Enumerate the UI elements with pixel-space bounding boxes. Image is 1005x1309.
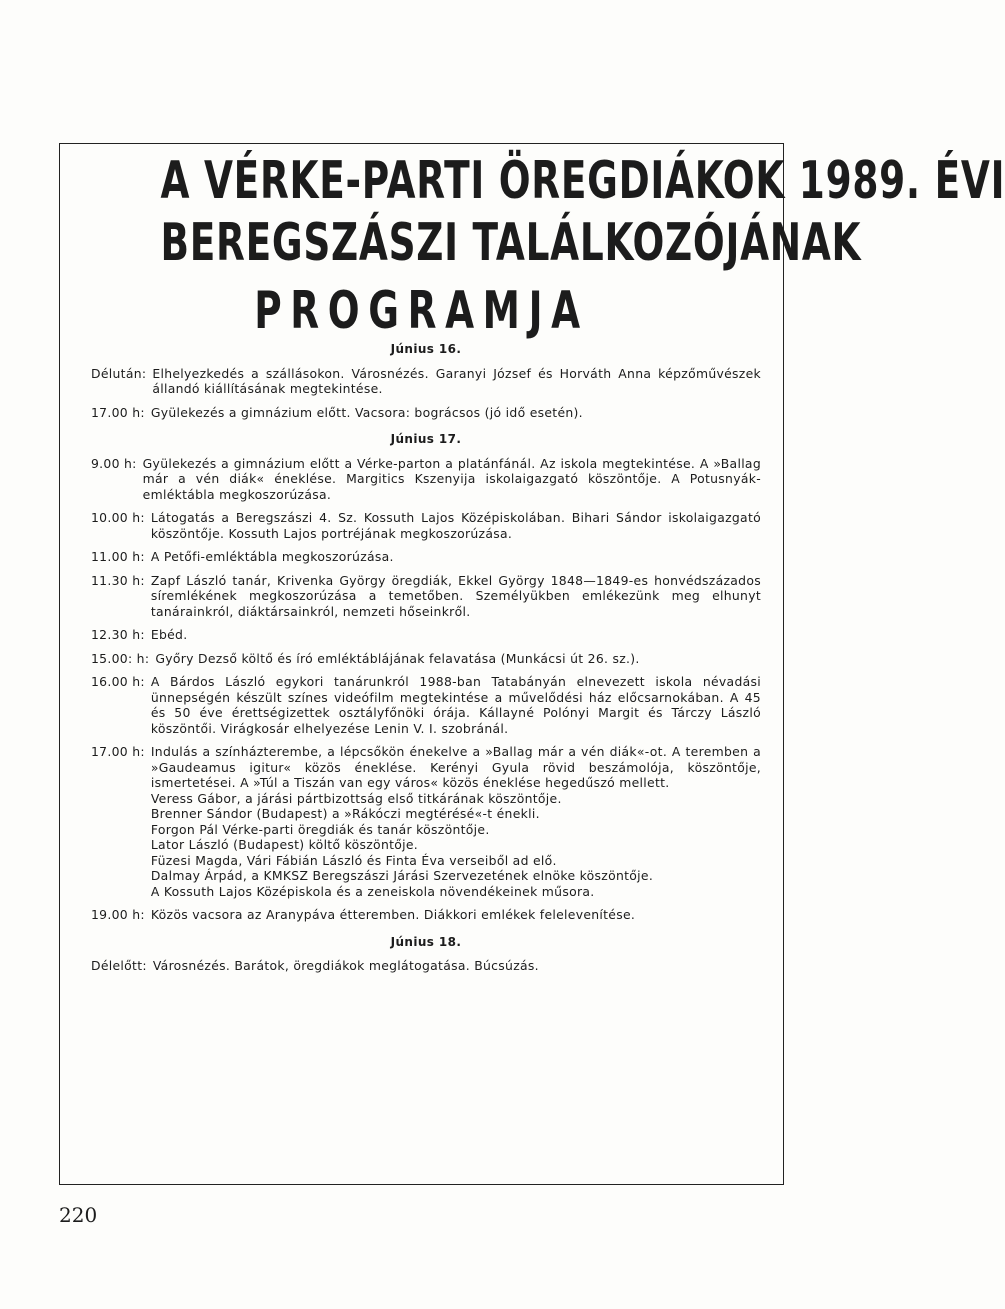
heading-line-3: PROGRAMJA xyxy=(254,281,589,341)
program-entry xyxy=(91,627,761,643)
program-entry xyxy=(91,744,761,899)
program-heading xyxy=(59,150,1005,341)
entry-time: 17.00 h: xyxy=(91,404,145,420)
entry-text: Indulás a színházterembe, a lépcsőkön énekelve a »Ballag már a vén diák«-ot. A teremben a »Gaudeamus igitur« közös éneklése. Kerényi Gyula rövid beszámolója, köszöntője, ismertetései. A »Túl a Tiszán van egy város« közös éneklése hegedűszó mellett. xyxy=(150,744,761,790)
entry-text: A Petőfi-emléktábla megkoszorúzása. xyxy=(150,549,394,564)
program-entry xyxy=(91,366,761,397)
entry-time: 10.00 h: xyxy=(91,510,145,525)
program-entry xyxy=(91,549,761,565)
day-label: Június 18. xyxy=(390,934,462,949)
entry-time: 11.30 h: xyxy=(91,572,145,588)
entry-text: A Bárdos László egykori tanárunkról 1988-ban Tatabányán elnevezett iskola névadási ünnepségén készült színes videófilm megtekintése a művelődési ház előcsarnokában. A 45 és 50 éve érettségizettek osztályfőnöki órája. Kállayné Polónyi Margit és Tárczy László köszöntői. Virágkosár elhelyezése Lenin V. I. szobránál. xyxy=(150,674,761,736)
entry-time: 11.00 h: xyxy=(91,549,145,564)
program-entry xyxy=(91,651,761,667)
entry-time: 15.00: h: xyxy=(91,650,150,666)
entry-text: Zapf László tanár, Krivenka György öregdiák, Ekkel György 1848—1849-es honvédszázados síremlékének megkoszorúzása a temetőben. Személyükben emlékezünk meg elhunyt tanárainkról, diáktársainkról, nemzeti hőseinkről. xyxy=(150,572,761,619)
heading-line-2: BEREGSZÁSZI TALÁLKOZÓJÁNAK xyxy=(160,213,862,273)
program-entry xyxy=(91,510,761,541)
entry-time: 9.00 h: xyxy=(91,455,137,471)
program-entry xyxy=(91,674,761,736)
entry-line: Dalmay Árpád, a KMKSZ Beregszászi Járási Szervezetének elnöke köszöntője. xyxy=(150,868,654,883)
entry-line: Lator László (Budapest) költő köszöntője. xyxy=(150,837,419,852)
entry-time: Délután: xyxy=(91,365,147,381)
entry-line: Veress Gábor, a járási pártbizottság első titkárának köszöntője. xyxy=(150,790,562,806)
page-number: 220 xyxy=(59,1203,98,1227)
entry-body xyxy=(151,744,761,899)
entry-text: Közös vacsora az Aranypáva étteremben. Diákkori emlékek felelevenítése. xyxy=(150,907,636,922)
program-content xyxy=(91,342,761,982)
program-entry xyxy=(91,958,761,974)
entry-time: 16.00 h: xyxy=(91,674,145,689)
program-entry xyxy=(91,907,761,923)
entry-time: 19.00 h: xyxy=(91,907,145,922)
program-entry xyxy=(91,573,761,620)
program-entry xyxy=(91,456,761,503)
day-label: Június 17. xyxy=(390,432,462,446)
entry-text: Városnézés. Barátok, öregdiákok meglátogatása. Búcsúzás. xyxy=(152,958,539,973)
program-entry xyxy=(91,405,761,421)
entry-line: Brenner Sándor (Budapest) a »Rákóczi megtérésé«-t énekli. xyxy=(150,806,540,821)
entry-text: Látogatás a Beregszászi 4. Sz. Kossuth Lajos Középiskolában. Bihari Sándor iskolaigazgató köszöntője. Kossuth Lajos portréjának megkoszorúzása. xyxy=(150,510,761,541)
entry-line: Forgon Pál Vérke-parti öregdiák és tanár köszöntője. xyxy=(150,821,490,837)
entry-text: Elhelyezkedés a szállásokon. Városnézés. Garanyi József és Horváth Anna képzőművészek állandó kiállításának megtekintése. xyxy=(152,365,761,396)
entry-text: Gyülekezés a gimnázium előtt a Vérke-parton a platánfánál. Az iskola megtekintése. A »Ballag már a vén diák« éneklése. Margitics Kszenyija iskolaigazgató köszöntője. A Potusnyák-emléktábla megkoszorúzása. xyxy=(142,455,761,502)
entry-time: Délelőtt: xyxy=(91,958,147,973)
day-label: Június 16. xyxy=(390,342,462,356)
entry-text: Ebéd. xyxy=(150,627,188,642)
entry-time: 17.00 h: xyxy=(91,744,145,759)
entry-line: A Kossuth Lajos Középiskola és a zeneiskola növendékeinek műsora. xyxy=(150,883,595,899)
entry-line: Füzesi Magda, Vári Fábián László és Finta Éva verseiből ad elő. xyxy=(150,852,557,868)
heading-line-1: A VÉRKE-PARTI ÖREGDIÁKOK 1989. ÉVI xyxy=(160,151,1005,211)
entry-time: 12.30 h: xyxy=(91,627,145,642)
entry-text: Gyülekezés a gimnázium előtt. Vacsora: bográcsos (jó idő esetén). xyxy=(150,404,583,420)
entry-text: Győry Dezső költő és író emléktáblájának felavatása (Munkácsi út 26. sz.). xyxy=(155,650,640,666)
